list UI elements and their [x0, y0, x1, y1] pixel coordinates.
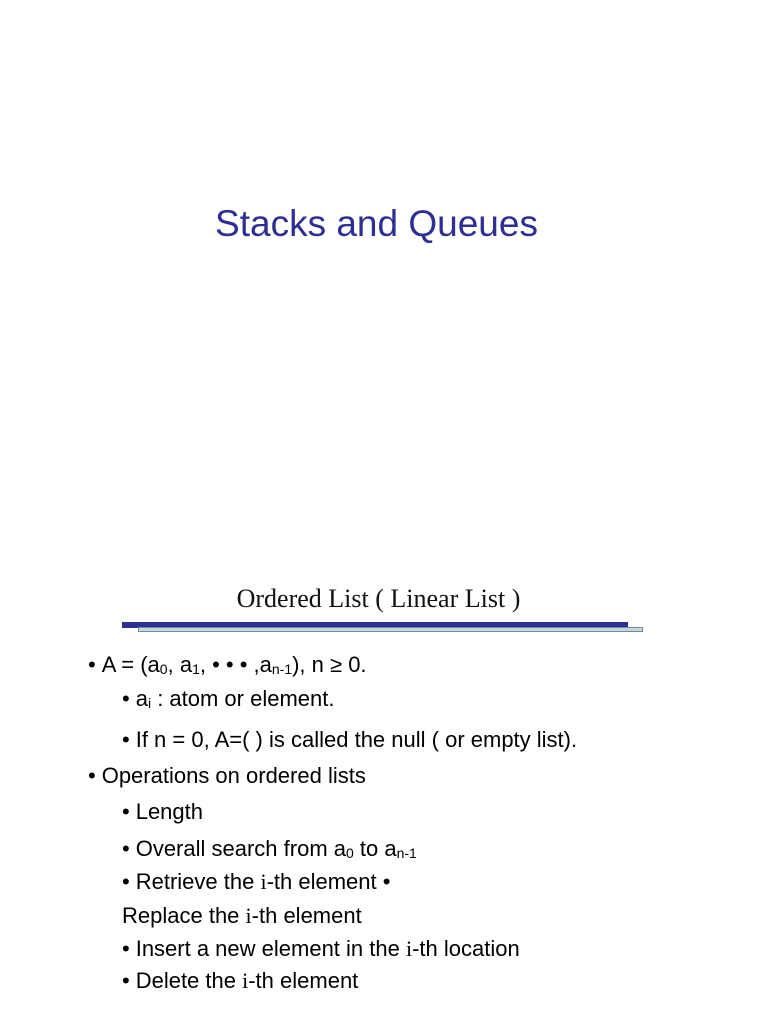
trailing-dot: • — [382, 869, 391, 894]
text: Insert a new element in the — [135, 936, 406, 961]
text: -th element — [251, 903, 362, 928]
text: : atom or element. — [151, 686, 335, 711]
bullet-op-retrieve — [122, 869, 390, 895]
subscript: n-1 — [396, 845, 417, 861]
text: , • • • ,a — [199, 652, 272, 677]
bullet-op-delete — [122, 968, 358, 994]
text: Operations on ordered lists — [101, 763, 366, 788]
bullet-null-list — [122, 727, 577, 753]
title-rule-light — [138, 627, 643, 632]
text: A = (a — [101, 652, 160, 677]
bullet-atom — [122, 686, 335, 712]
subscript: 0 — [159, 661, 168, 677]
text: If n = 0, A=( ) is called the null ( or empty list). — [135, 727, 578, 752]
text: to a — [353, 836, 397, 861]
text: Delete the — [135, 968, 243, 993]
bullet-op-length — [122, 799, 203, 825]
section-title: Ordered List ( Linear List ) — [236, 584, 521, 613]
subscript: 0 — [346, 845, 354, 861]
bullet-op-insert — [122, 936, 520, 962]
text: Replace the — [122, 903, 246, 928]
bullet-dot: • — [122, 936, 130, 961]
italic-index: i — [245, 903, 252, 928]
bullet-op-search — [122, 836, 417, 862]
text: ), n ≥ 0. — [292, 652, 367, 677]
bullet-dot: • — [88, 652, 96, 677]
bullet-dot: • — [122, 799, 130, 824]
text: a — [135, 686, 148, 711]
subscript: 1 — [192, 661, 200, 677]
bullet-list-definition — [88, 652, 367, 678]
text: Overall search from a — [135, 836, 346, 861]
italic-index: i — [405, 936, 413, 961]
italic-index: i — [260, 869, 267, 894]
text: Length — [135, 799, 203, 824]
text: Retrieve the — [135, 869, 261, 894]
bullet-dot: • — [122, 836, 130, 861]
bullet-dot: • — [122, 727, 130, 752]
bullet-dot: • — [122, 686, 130, 711]
italic-index: i — [242, 968, 249, 993]
text: , a — [167, 652, 193, 677]
slide-title: Stacks and Queues — [215, 203, 538, 244]
subscript: i — [147, 695, 152, 711]
bullet-op-replace — [122, 903, 362, 929]
bullet-dot: • — [88, 763, 96, 788]
bullet-operations-heading — [88, 763, 366, 789]
bullet-dot: • — [122, 869, 130, 894]
text: -th location — [412, 936, 520, 961]
text: -th element — [248, 968, 359, 993]
subscript: n-1 — [271, 661, 293, 677]
text: -th element — [266, 869, 377, 894]
bullet-dot: • — [122, 968, 130, 993]
